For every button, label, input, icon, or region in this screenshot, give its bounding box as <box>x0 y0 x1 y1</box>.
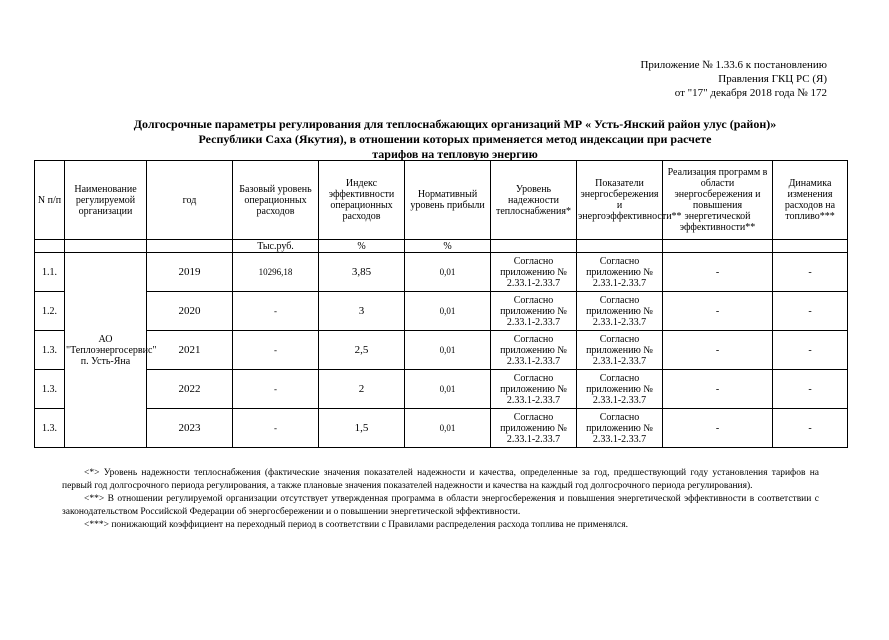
row-profit: 0,01 <box>405 409 491 448</box>
row-num: 1.3. <box>35 331 65 370</box>
appendix-line: Приложение № 1.33.6 к постановлению <box>640 59 827 71</box>
row-profit: 0,01 <box>405 370 491 409</box>
row-fuel: - <box>773 409 848 448</box>
header-programs: Реализация программ в области энергосбережения и повышения энергетической эффективности** <box>663 161 773 240</box>
row-index: 2,5 <box>319 331 405 370</box>
row-year: 2021 <box>147 331 233 370</box>
row-profit: 0,01 <box>405 331 491 370</box>
units-empty <box>663 240 773 253</box>
header-year: год <box>147 161 233 240</box>
row-programs: - <box>663 331 773 370</box>
row-fuel: - <box>773 253 848 292</box>
appendix-reference <box>640 58 827 100</box>
row-year: 2020 <box>147 292 233 331</box>
units-empty <box>65 240 147 253</box>
row-year: 2023 <box>147 409 233 448</box>
row-fuel: - <box>773 331 848 370</box>
row-base: - <box>233 292 319 331</box>
units-empty <box>35 240 65 253</box>
row-base: 10296,18 <box>233 253 319 292</box>
row-num: 1.2. <box>35 292 65 331</box>
row-programs: - <box>663 292 773 331</box>
row-reliability: Согласно приложению № 2.33.1-2.33.7 <box>491 292 577 331</box>
row-fuel: - <box>773 370 848 409</box>
row-energy: Согласно приложению № 2.33.1-2.33.7 <box>577 331 663 370</box>
row-num: 1.1. <box>35 253 65 292</box>
row-index: 3 <box>319 292 405 331</box>
header-org: Наименование регулируемой организации <box>65 161 147 240</box>
unit-index: % <box>319 240 405 253</box>
row-programs: - <box>663 370 773 409</box>
row-programs: - <box>663 253 773 292</box>
units-row <box>35 240 848 253</box>
header-base: Базовый уровень операционных расходов <box>233 161 319 240</box>
row-energy: Согласно приложению № 2.33.1-2.33.7 <box>577 409 663 448</box>
title-line: Республики Саха (Якутия), в отношении которых применяется метод индексации при расчете <box>198 132 712 146</box>
org-name: АО "Теплоэнергосервис" п. Усть-Яна <box>65 253 147 448</box>
row-base: - <box>233 331 319 370</box>
unit-base: Тыс.руб. <box>233 240 319 253</box>
footnote: <***> понижающий коэффициент на переходный период в соответствии с Правилами распределения расхода топлива не применялся. <box>84 520 629 530</box>
row-reliability: Согласно приложению № 2.33.1-2.33.7 <box>491 370 577 409</box>
row-base: - <box>233 409 319 448</box>
title-line: тарифов на тепловую энергию <box>372 147 538 161</box>
units-empty <box>491 240 577 253</box>
header-index: Индекс эффективности операционных расходов <box>319 161 405 240</box>
header-reliability: Уровень надежности теплоснабжения* <box>491 161 577 240</box>
units-empty <box>147 240 233 253</box>
units-empty <box>577 240 663 253</box>
row-fuel: - <box>773 292 848 331</box>
row-reliability: Согласно приложению № 2.33.1-2.33.7 <box>491 409 577 448</box>
row-num: 1.3. <box>35 409 65 448</box>
table-row <box>35 292 848 331</box>
row-reliability: Согласно приложению № 2.33.1-2.33.7 <box>491 331 577 370</box>
row-year: 2019 <box>147 253 233 292</box>
row-num: 1.3. <box>35 370 65 409</box>
title-line: Долгосрочные параметры регулирования для теплоснабжающих организаций МР « Усть-Янский район улус (район)» <box>133 117 777 131</box>
row-index: 2 <box>319 370 405 409</box>
row-energy: Согласно приложению № 2.33.1-2.33.7 <box>577 292 663 331</box>
footnote: <*> Уровень надежности теплоснабжения (фактические значения показателей надежности и качества, определенные за год, предшествующий году установления тарифов на первый год долгосрочного периода регулирования, а также плановые значения показателей надежности и качества на каждый год долгосрочного периода регулирования). <box>62 468 819 491</box>
row-index: 3,85 <box>319 253 405 292</box>
units-empty <box>773 240 848 253</box>
table-header-row <box>35 161 848 240</box>
row-reliability: Согласно приложению № 2.33.1-2.33.7 <box>491 253 577 292</box>
row-profit: 0,01 <box>405 292 491 331</box>
header-num: N п/п <box>35 161 65 240</box>
footnotes <box>62 467 819 533</box>
row-profit: 0,01 <box>405 253 491 292</box>
table-row <box>35 253 848 292</box>
header-fuel: Динамика изменения расходов на топливо*** <box>773 161 848 240</box>
parameters-table <box>34 160 848 448</box>
appendix-line: от "17" декабря 2018 года № 172 <box>674 87 827 99</box>
table-row <box>35 370 848 409</box>
header-energy: Показатели энергосбережения и энергоэффективности** <box>577 161 663 240</box>
row-index: 1,5 <box>319 409 405 448</box>
row-year: 2022 <box>147 370 233 409</box>
unit-profit: % <box>405 240 491 253</box>
document-title <box>60 117 850 162</box>
header-profit: Нормативный уровень прибыли <box>405 161 491 240</box>
table-row <box>35 409 848 448</box>
row-energy: Согласно приложению № 2.33.1-2.33.7 <box>577 253 663 292</box>
row-energy: Согласно приложению № 2.33.1-2.33.7 <box>577 370 663 409</box>
footnote: <**> В отношении регулируемой организации отсутствует утвержденная программа в области энергосбережения и повышения энергетической эффективности в соответствии с законодательством Российской Федерации об энергосбережении и о повышении энергетической эффективности. <box>62 494 819 517</box>
row-programs: - <box>663 409 773 448</box>
appendix-line: Правления ГКЦ РС (Я) <box>718 73 827 85</box>
row-base: - <box>233 370 319 409</box>
